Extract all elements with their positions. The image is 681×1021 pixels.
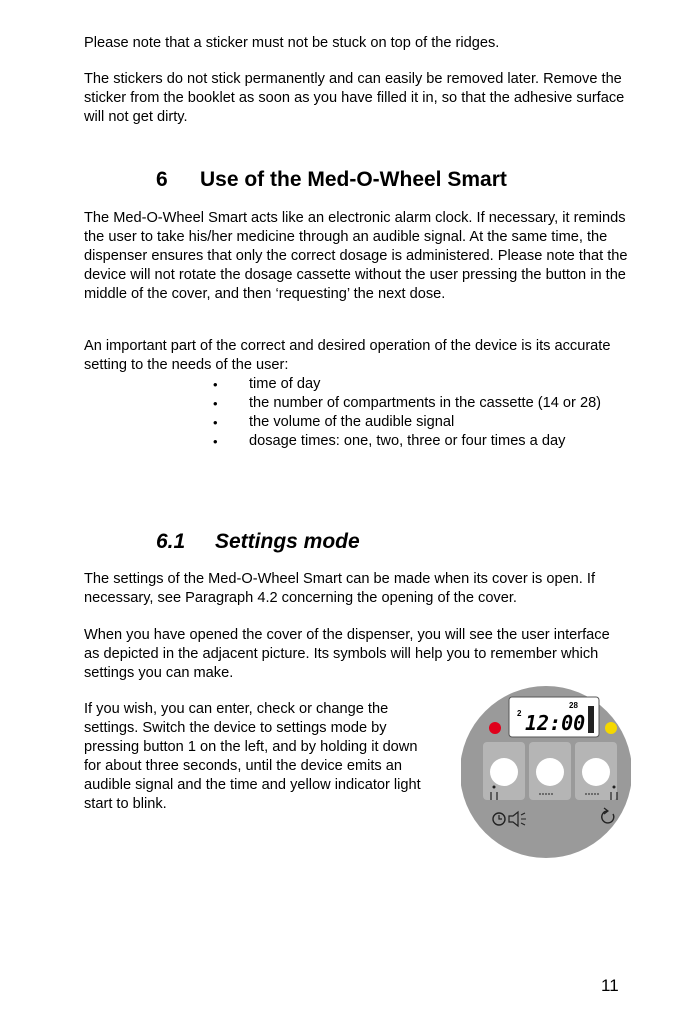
section-title: Settings mode xyxy=(215,530,360,553)
paragraph-stickers: The stickers do not stick permanently and can easily be removed later. Remove the sticker from the booklet as soon as you have filled it in, so that the adhesive surface will not get dirty. xyxy=(84,71,625,125)
device-panel-illustration xyxy=(461,684,631,860)
red-indicator-light xyxy=(489,722,501,734)
button-3[interactable] xyxy=(582,758,610,786)
display-small-right: 28 xyxy=(569,701,578,710)
button-1[interactable] xyxy=(490,758,518,786)
paragraph-sticker-note: Please note that a sticker must not be stuck on top of the ridges. xyxy=(84,35,500,51)
heading-section-6 xyxy=(0,170,681,196)
paragraph-intro: The Med-O-Wheel Smart acts like an electronic alarm clock. If necessary, it reminds the user to take his/her medicine through an audible signal. At the same time, the dispenser ensures that only the correct dosage is administered. Please note that the device will not rotate the dosage cassette without the user pressing the button in the middle of the cover, and then ‘requesting’ the next dose. xyxy=(84,210,628,302)
list-item: • the number of compartments in the cassette (14 or 28) xyxy=(213,394,623,413)
button-2[interactable] xyxy=(536,758,564,786)
section-number: 6 xyxy=(156,168,168,191)
paragraph-settings-intro: An important part of the correct and desired operation of the device is its accurate setting to the needs of the user: xyxy=(84,338,611,373)
battery-icon xyxy=(588,706,594,733)
list-item: • time of day xyxy=(213,375,623,394)
paragraph-settings-mode: The settings of the Med-O-Wheel Smart can be made when its cover is open. If necessary, see Paragraph 4.2 concerning the opening of the cover. xyxy=(84,571,596,606)
yellow-indicator-light xyxy=(605,722,617,734)
list-item: • dosage times: one, two, three or four times a day xyxy=(213,432,623,451)
paragraph-switch-settings: If you wish, you can enter, check or change the settings. Switch the device to settings mode by pressing button 1 on the left, and by holding it down for about three seconds, until the device emits an audible signal and the time and yellow indicator light start to blink. xyxy=(84,701,421,812)
section-number: 6.1 xyxy=(156,530,186,553)
list-item: • the volume of the audible signal xyxy=(213,413,623,432)
paragraph-user-interface: When you have opened the cover of the dispenser, you will see the user interface as depicted in the adjacent picture. Its symbols will help you to remember which settings you can make. xyxy=(84,627,610,681)
heading-section-6-1 xyxy=(0,532,681,558)
settings-list xyxy=(213,375,623,451)
display-time: 12:00 xyxy=(525,711,586,735)
display-small-left: 2 xyxy=(517,709,522,718)
section-title: Use of the Med-O-Wheel Smart xyxy=(200,168,507,191)
page-number: 11 xyxy=(601,976,619,995)
